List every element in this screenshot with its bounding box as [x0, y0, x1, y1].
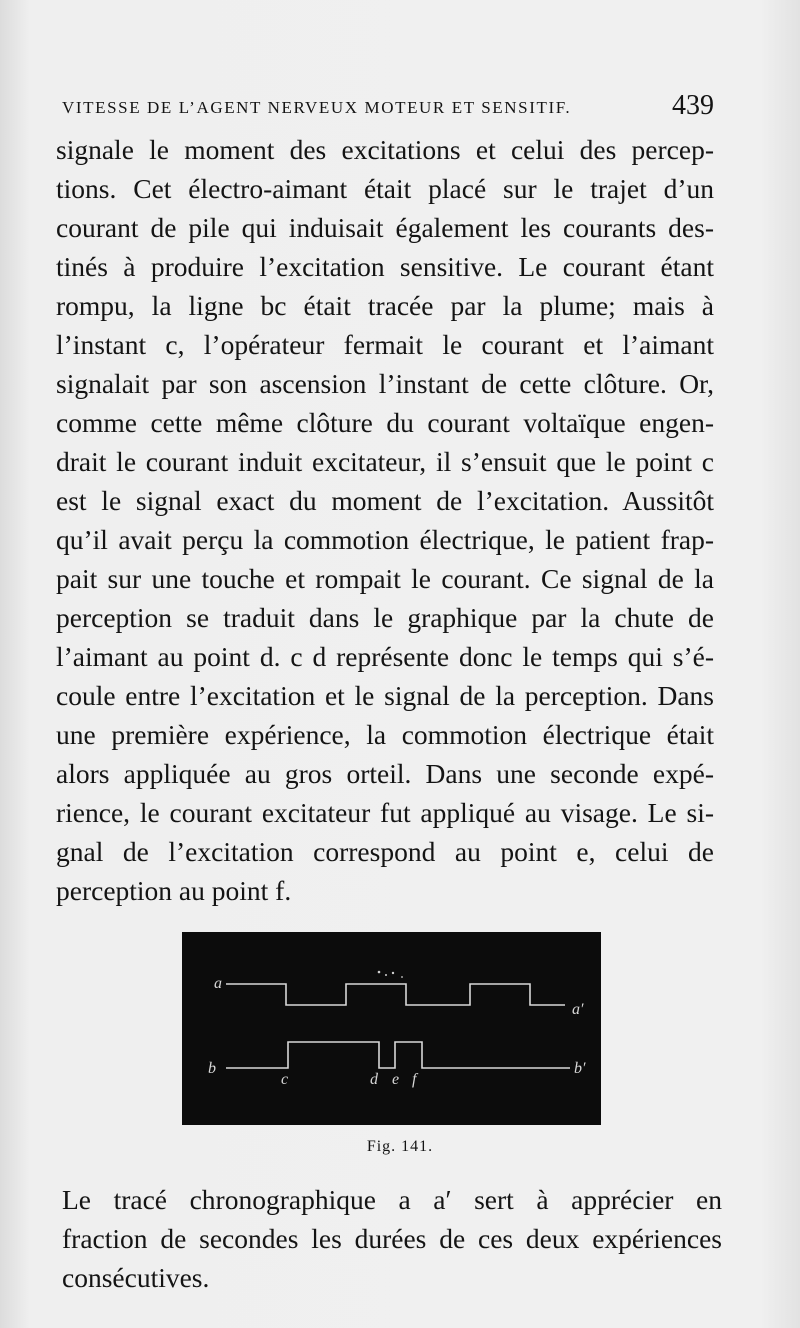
text-line: l’instant c, l’opérateur fermait le courant et l’aimant	[56, 329, 714, 360]
text-line: rience, le courant excitateur fut appliqué au visage. Le si-	[56, 797, 714, 828]
text-line: gnal de l’excitation correspond au point e, celui de	[56, 836, 714, 867]
page-number: 439	[672, 90, 714, 121]
label-c: c	[281, 1071, 289, 1088]
trace-a-line	[226, 984, 565, 1005]
trace-b-line	[226, 1042, 570, 1068]
label-d: d	[370, 1071, 378, 1088]
label-f: f	[412, 1071, 417, 1088]
text-line: rompu, la ligne bc était tracée par la plume; mais à	[56, 290, 714, 321]
figure-caption: Fig. 141.	[366, 1138, 434, 1155]
text-line: signalait par son ascension l’instant de cette clôture. Or,	[56, 368, 714, 399]
chronograph-figure	[182, 932, 601, 1125]
running-header	[62, 90, 714, 124]
trace-dust-marks	[378, 971, 403, 978]
label-e: e	[392, 1071, 400, 1088]
closing-paragraph	[62, 1180, 722, 1297]
text-line: signale le moment des excitations et celui des percep-	[56, 134, 714, 165]
text-line: est le signal exact du moment de l’excitation. Aussitôt	[56, 485, 714, 516]
label-a: a	[214, 975, 222, 992]
text-line: tions. Cet électro-aimant était placé sur le trajet d’un	[56, 173, 714, 204]
text-line: Le tracé chronographique a a′ sert à apprécier en	[62, 1184, 722, 1215]
text-line: qu’il avait perçu la commotion électrique, le patient frap-	[56, 524, 714, 555]
text-line: l’aimant au point d. c d représente donc le temps qui s’é-	[56, 641, 714, 672]
text-line: fraction de secondes les durées de ces deux expériences	[62, 1223, 722, 1254]
text-line: comme cette même clôture du courant voltaïque engen-	[56, 407, 714, 438]
text-line: drait le courant induit excitateur, il s’ensuit que le point c	[56, 446, 714, 477]
main-paragraph	[56, 130, 714, 910]
label-b-prime: b′	[574, 1060, 586, 1077]
chronograph-trace	[182, 932, 601, 1125]
text-line: une première expérience, la commotion électrique était	[56, 719, 714, 750]
text-line: pait sur une touche et rompait le courant. Ce signal de la	[56, 563, 714, 594]
text-line: coule entre l’excitation et le signal de la perception. Dans	[56, 680, 714, 711]
text-line: consécutives.	[62, 1262, 210, 1293]
running-title: VITESSE DE L’AGENT NERVEUX MOTEUR ET SENSITIF.	[62, 98, 572, 117]
text-line: courant de pile qui induisait également les courants des-	[56, 212, 714, 243]
label-b: b	[208, 1060, 216, 1077]
label-a-prime: a′	[572, 1001, 584, 1018]
text-line: perception se traduit dans le graphique par la chute de	[56, 602, 714, 633]
text-line: perception au point f.	[56, 875, 292, 906]
text-line: alors appliquée au gros orteil. Dans une seconde expé-	[56, 758, 714, 789]
text-line: tinés à produire l’excitation sensitive. Le courant étant	[56, 251, 714, 282]
